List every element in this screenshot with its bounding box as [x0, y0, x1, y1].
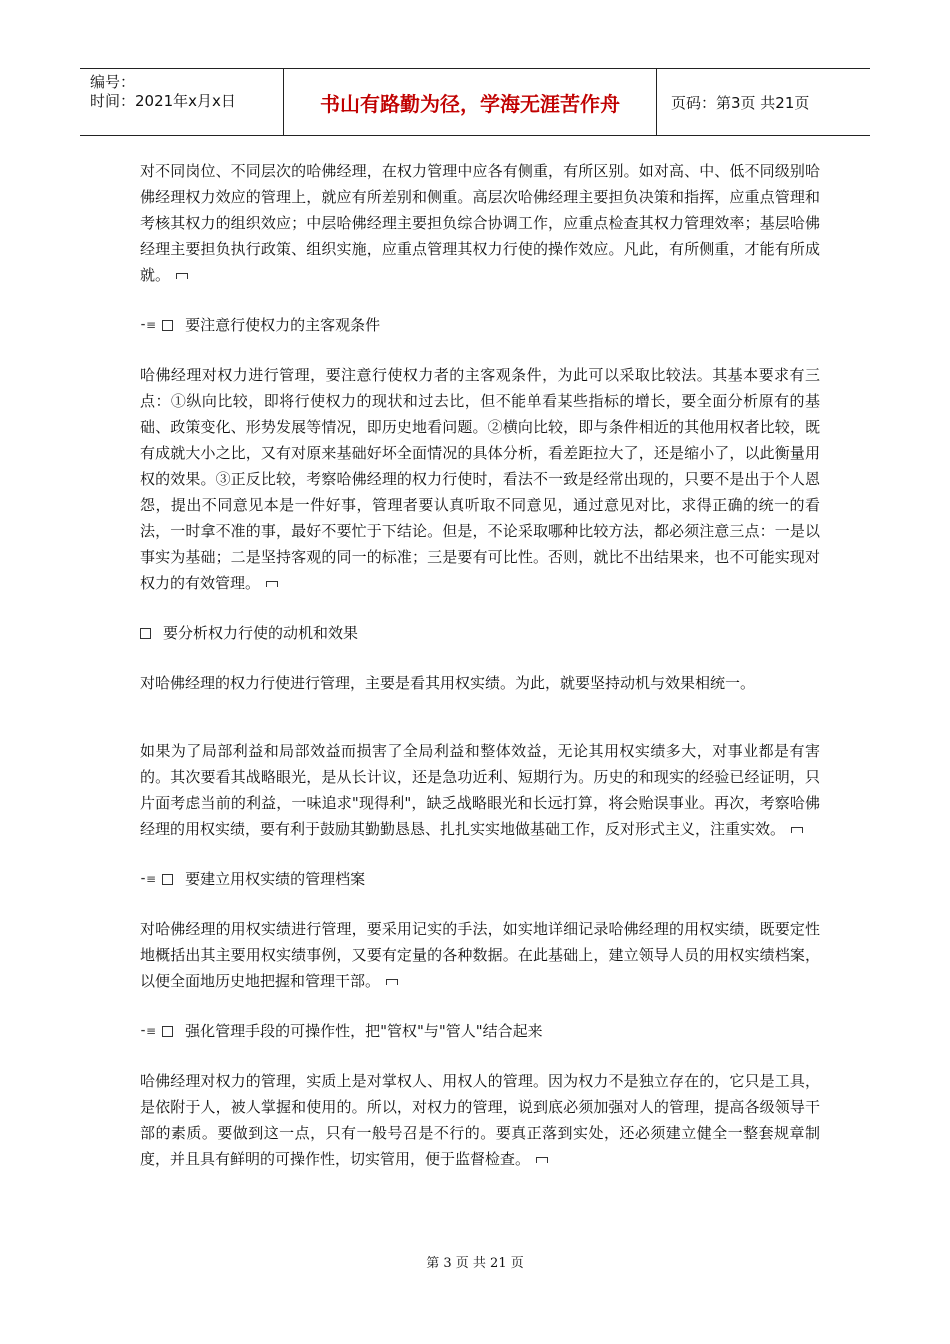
heading-text: 要分析权力行使的动机和效果 — [163, 624, 359, 642]
page-header — [80, 68, 870, 136]
return-mark-icon — [176, 273, 188, 279]
checkbox-square-icon — [162, 320, 173, 331]
section-heading — [140, 1018, 820, 1044]
list-prefix: ⁃≡ — [140, 1024, 157, 1038]
paragraph: 如果为了局部利益和局部效益而损害了全局利益和整体效益，无论其用权实绩多大，对事业都是有害的。其次要看其战略眼光，是从长计议，还是急功近利、短期行为。历史的和现实的经验已经证明，只片面考虑当前的利益，一味追求"现得利"，缺乏战略眼光和长远打算，将会贻误事业。再次，考察哈佛经理的用权实绩，要有利于鼓励其勤勤恳恳、扎扎实实地做基础工作，反对形式主义，注重实效。 — [140, 742, 820, 838]
document-body — [140, 158, 820, 1172]
return-mark-icon — [386, 979, 398, 985]
checkbox-square-icon — [162, 874, 173, 885]
heading-text: 强化管理手段的可操作性，把"管权"与"管人"结合起来 — [185, 1022, 543, 1040]
list-prefix: ⁃≡ — [140, 318, 157, 332]
page-footer: 第 3 页 共 21 页 — [426, 1256, 524, 1271]
paragraph: 哈佛经理对权力的管理，实质上是对掌权人、用权人的管理。因为权力不是独立存在的，它只是工具，是依附于人，被人掌握和使用的。所以，对权力的管理，说到底必须加强对人的管理，提高各级领导干部的素质。要做到这一点，只有一般号召是不行的。要真正落到实处，还必须建立健全一整套规章制度，并且具有鲜明的可操作性，切实管用，便于监督检查。 — [140, 1072, 820, 1168]
doc-time-label: 时间：2021年x月x日 — [90, 92, 236, 110]
paragraph: 哈佛经理对权力进行管理，要注意行使权力者的主客观条件，为此可以采取比较法。其基本要求有三点：①纵向比较，即将行使权力的现状和过去比，但不能单看某些指标的增长，要全面分析原有的基础、政策变化、形势发展等情况，即历史地看问题。②横向比较，即与条件相近的其他用权者比较，既有成就大小之比，又有对原来基础好坏全面情况的具体分析，看差距拉大了，还是缩小了，以此衡量用权的效果。③正反比较，考察哈佛经理的权力行使时，看法不一致是经常出现的，只要不是出于个人恩怨，提出不同意见本是一件好事，管理者要认真听取不同意见，通过意见对比，求得正确的统一的看法，一时拿不准的事，最好不要忙于下结论。但是，不论采取哪种比较方法，都必须注意三点：一是以事实为基础；二是坚持客观的同一的标准；三是要有可比性。否则，就比不出结果来，也不可能实现对权力的有效管理。 — [140, 366, 820, 592]
checkbox-square-icon — [162, 1026, 173, 1037]
return-mark-icon — [536, 1157, 548, 1163]
section-heading — [140, 866, 820, 892]
header-page-label: 页码：第3页 共21页 — [671, 93, 810, 112]
return-mark-icon — [791, 827, 803, 833]
section-heading — [140, 620, 820, 646]
list-prefix: ⁃≡ — [140, 872, 157, 886]
header-motto: 书山有路勤为径，学海无涯苦作舟 — [283, 69, 657, 135]
doc-number-label: 编号： — [90, 73, 136, 91]
paragraph: 对不同岗位、不同层次的哈佛经理，在权力管理中应各有侧重，有所区别。如对高、中、低不同级别哈佛经理权力效应的管理上，就应有所差别和侧重。高层次哈佛经理主要担负决策和指挥，应重点管理和考核其权力的组织效应；中层哈佛经理主要担负综合协调工作，应重点检查其权力管理效率；基层哈佛经理主要担负执行政策、组织实施，应重点管理其权力行使的操作效应。凡此，有所侧重，才能有所成就。 — [140, 162, 820, 284]
paragraph: 对哈佛经理的用权实绩进行管理，要采用记实的手法，如实地详细记录哈佛经理的用权实绩，既要定性地概括出其主要用权实绩事例，又要有定量的各种数据。在此基础上，建立领导人员的用权实绩档案，以便全面地历史地把握和管理干部。 — [140, 920, 820, 990]
paragraph: 对哈佛经理的权力行使进行管理，主要是看其用权实绩。为此，就要坚持动机与效果相统一。 — [140, 674, 756, 692]
section-heading — [140, 312, 820, 338]
heading-text: 要注意行使权力的主客观条件 — [185, 316, 381, 334]
header-meta — [80, 69, 283, 135]
return-mark-icon — [266, 581, 278, 587]
heading-text: 要建立用权实绩的管理档案 — [185, 870, 366, 888]
checkbox-square-icon — [140, 628, 151, 639]
